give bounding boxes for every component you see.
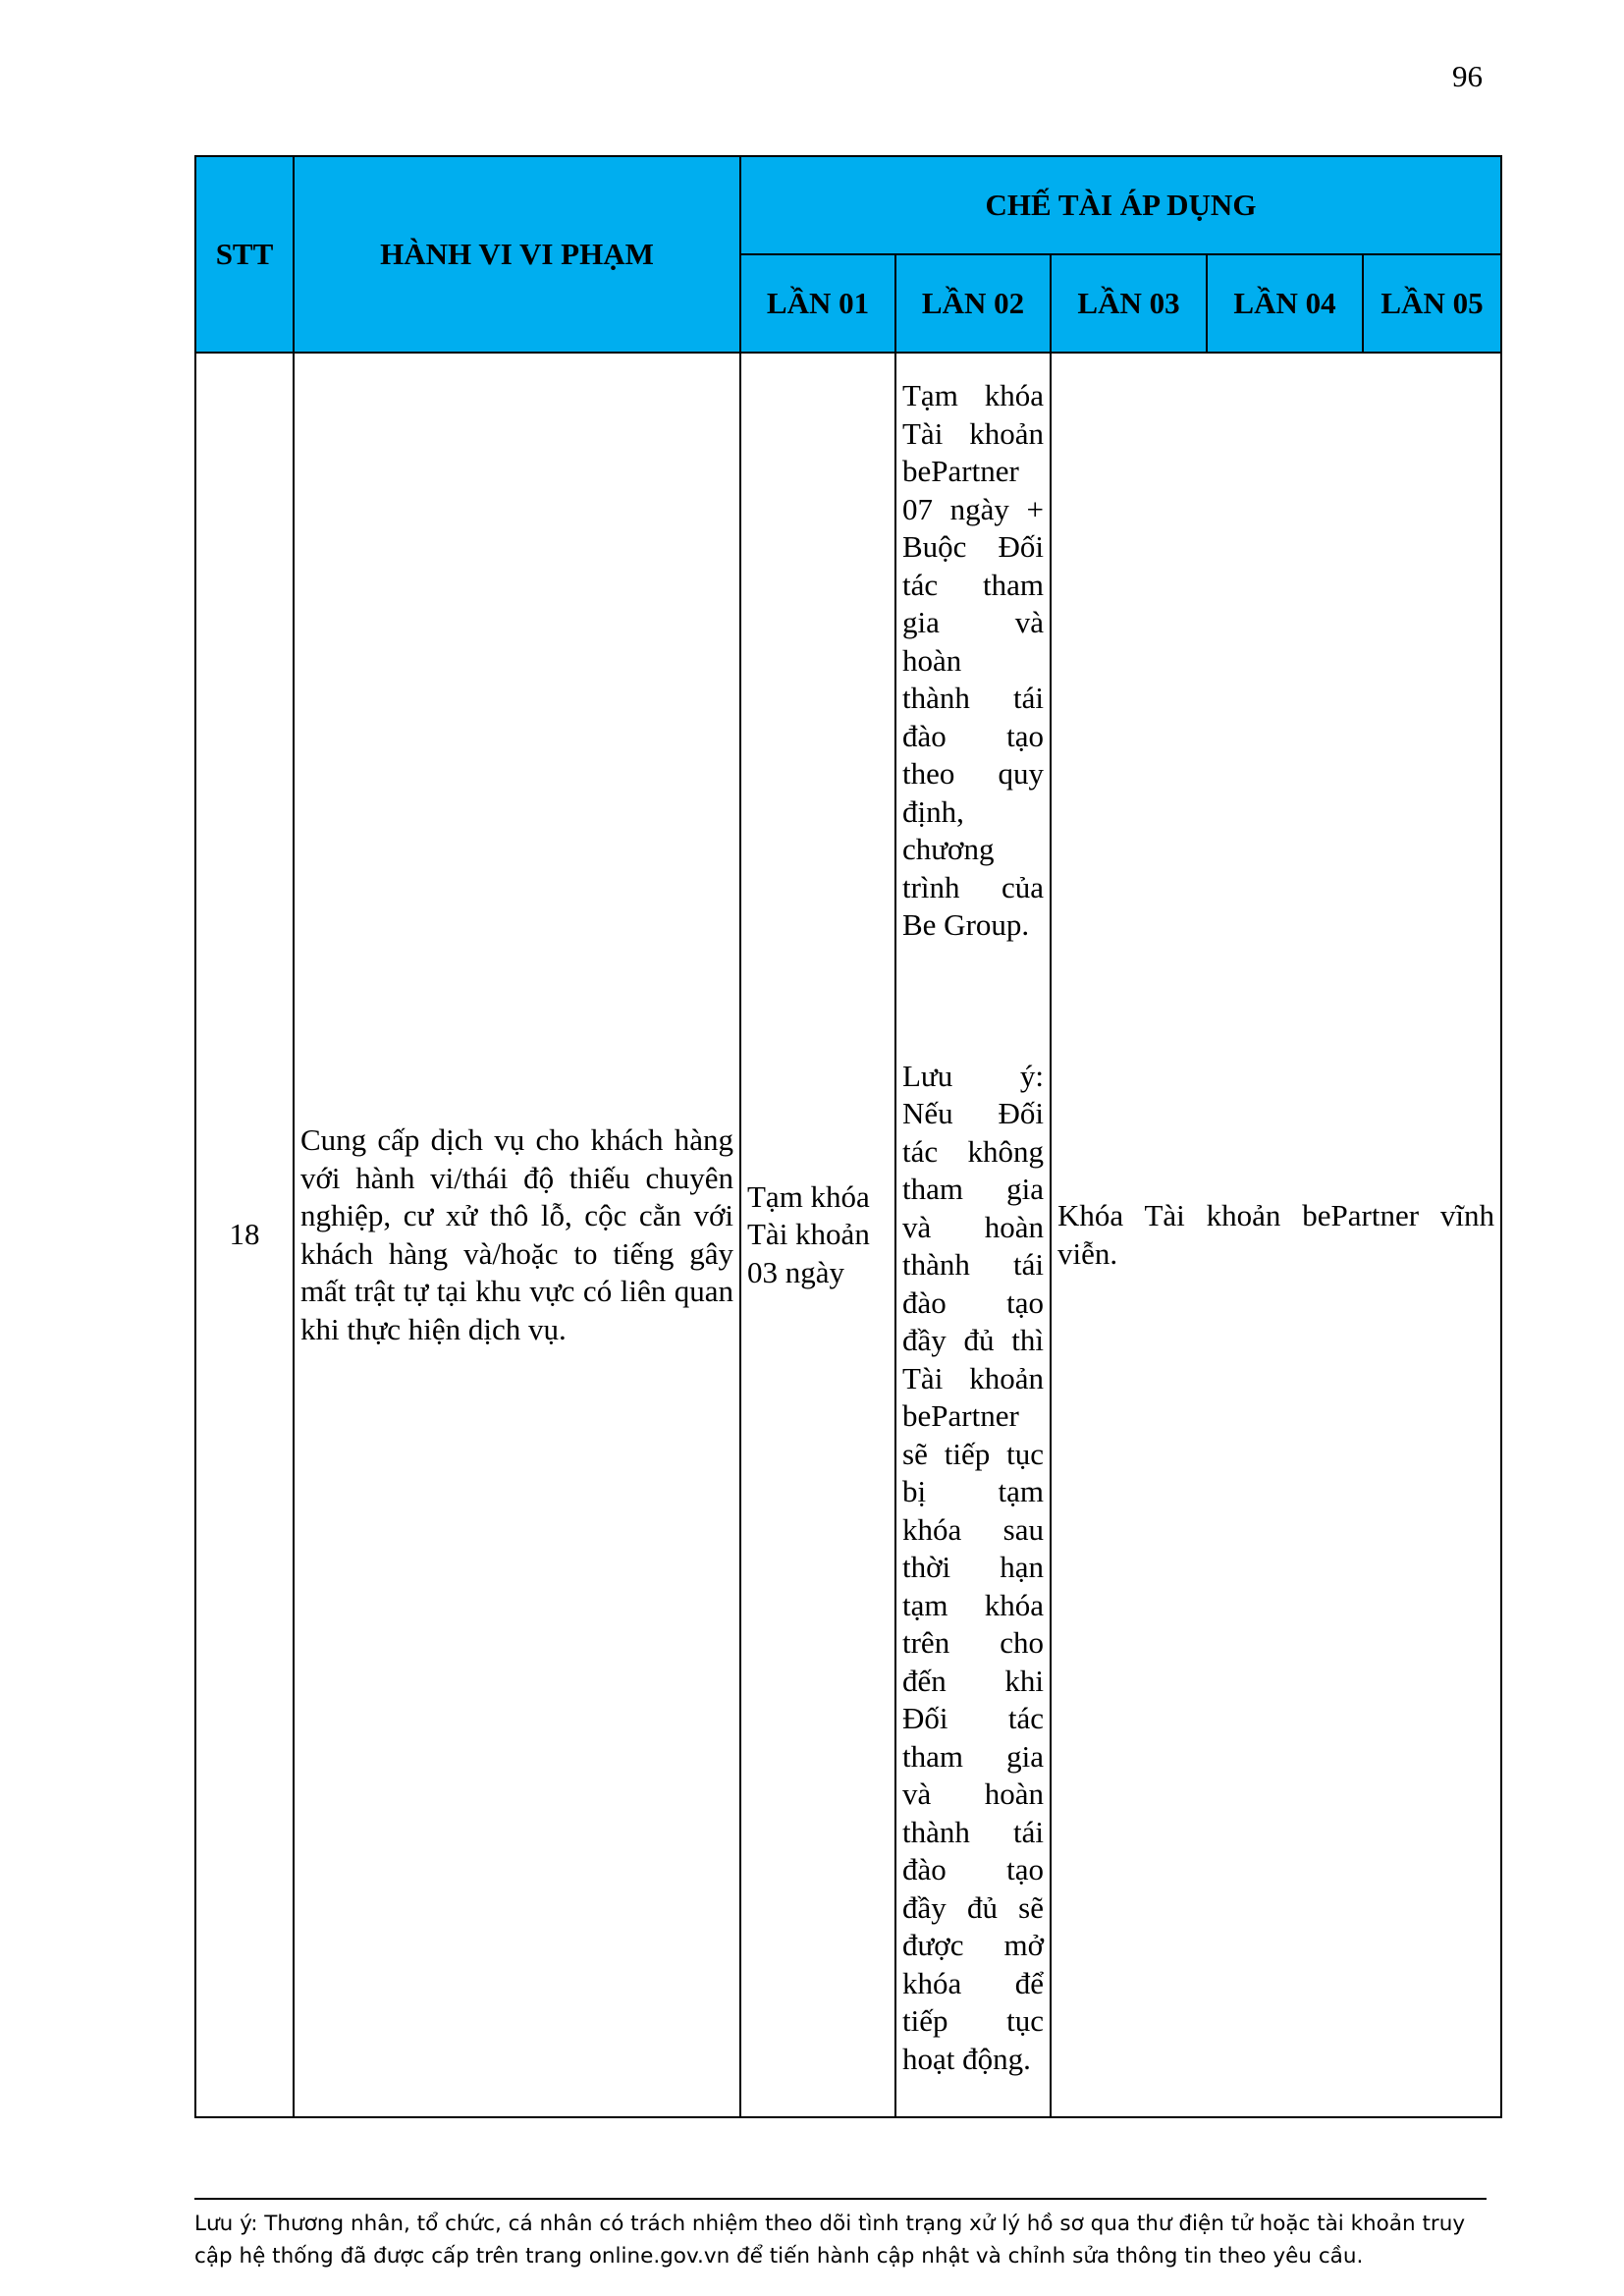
lan-02-line: tạm khóa <box>902 1587 1044 1622</box>
lan-02-line: Buộc Đối <box>902 529 1044 564</box>
page-number: 96 <box>1452 59 1483 93</box>
lan-02-line: thành tái <box>902 1814 1044 1849</box>
lan-02-line: chương <box>902 832 995 866</box>
sanctions-table <box>194 155 1502 2118</box>
lan-02-line: tham gia <box>902 1172 1044 1206</box>
lan-02-line: được mở <box>902 1928 1044 1962</box>
lan-02-line: trên cho <box>902 1625 1044 1660</box>
lan-02-line: bePartner <box>902 1398 1019 1433</box>
lan-02-line: đầy đủ thì <box>902 1323 1044 1357</box>
header-lan-03: LẦN 03 <box>1051 254 1207 353</box>
lan-02-line: tác tham <box>902 567 1044 602</box>
row-lan-02 <box>895 353 1051 2117</box>
lan-02-line: hoạt động. <box>902 2041 1031 2076</box>
lan-02-line: đào tạo <box>902 1285 1044 1320</box>
lan-02-line: và hoàn <box>902 1777 1044 1811</box>
lan-02-line: Tài khoản <box>902 1360 1044 1395</box>
lan-02-line: thời hạn <box>902 1550 1044 1584</box>
row-lan-03-05: Khóa Tài khoản bePartner vĩnh viễn. <box>1051 353 1501 2117</box>
lan-02-line: khóa sau <box>902 1511 1044 1547</box>
lan-02-line: Tài khoản <box>902 415 1044 451</box>
lan-02-line: đến khi <box>902 1663 1044 1698</box>
footer-divider <box>194 2198 1487 2200</box>
lan-02-line: theo quy <box>902 756 1044 791</box>
lan-02-line: Đối tác <box>902 1701 1044 1735</box>
header-lan-02: LẦN 02 <box>895 254 1051 353</box>
lan-02-line: định, <box>902 793 964 829</box>
lan-02-line: và hoàn <box>902 1209 1044 1244</box>
lan-02-line: trình của <box>902 869 1044 904</box>
lan-02-line: khóa để <box>902 1965 1044 2000</box>
row-lan-01: Tạm khóa Tài khoản 03 ngày <box>740 353 895 2117</box>
lan-02-line: Be Group. <box>902 907 1030 942</box>
lan-02-line: đào tạo <box>902 1852 1044 1886</box>
table-row <box>195 353 1501 2117</box>
header-lan-04: LẦN 04 <box>1207 254 1363 353</box>
row-violation: Cung cấp dịch vụ cho khách hàng với hành vi/thái độ thiếu chuyên nghiệp, cư xử thô lỗ, cộc cằn với khách hàng và/hoặc to tiếng gây mất trật tự tại khu vực có liên quan khi thực hiện dịch vụ. <box>294 353 740 2117</box>
lan-02-line: Tạm khóa <box>902 378 1044 412</box>
lan-02-line: 07 ngày + <box>902 491 1044 526</box>
lan-02-sanction <box>902 354 1044 945</box>
lan-02-line: Lưu ý: <box>902 1058 1044 1093</box>
lan-02-line: bePartner <box>902 454 1019 488</box>
lan-02-line: bị tạm <box>902 1474 1044 1508</box>
lan-02-line: sẽ tiếp tục <box>902 1436 1044 1471</box>
lan-02-line: tiếp tục <box>902 2003 1044 2038</box>
row-stt: 18 <box>195 353 294 2117</box>
header-violation: HÀNH VI VI PHẠM <box>294 156 740 353</box>
lan-02-line: thành tái <box>902 681 1044 715</box>
header-sanctions: CHẾ TÀI ÁP DỤNG <box>740 156 1501 254</box>
lan-02-note <box>902 1058 1044 2079</box>
lan-02-line: hoàn <box>902 642 962 678</box>
lan-02-line: đào tạo <box>902 718 1044 753</box>
header-lan-01: LẦN 01 <box>740 254 895 353</box>
lan-02-line: thành tái <box>902 1247 1044 1282</box>
header-stt: STT <box>195 156 294 353</box>
lan-02-line: gia và <box>902 605 1044 639</box>
footer-note: Lưu ý: Thương nhân, tổ chức, cá nhân có trách nhiệm theo dõi tình trạng xử lý hồ sơ qua thư điện tử hoặc tài khoản truy cập hệ thống đã được cấp trên trang online.gov.vn để tiến hành cập nhật và chỉnh sửa thông tin theo yêu cầu. <box>194 2212 1466 2269</box>
lan-02-line: tham gia <box>902 1738 1044 1774</box>
lan-02-line: Nếu Đối <box>902 1096 1044 1130</box>
lan-02-line: đầy đủ sẽ <box>902 1889 1044 1925</box>
header-lan-05: LẦN 05 <box>1363 254 1501 353</box>
lan-02-line: tác không <box>902 1133 1044 1169</box>
